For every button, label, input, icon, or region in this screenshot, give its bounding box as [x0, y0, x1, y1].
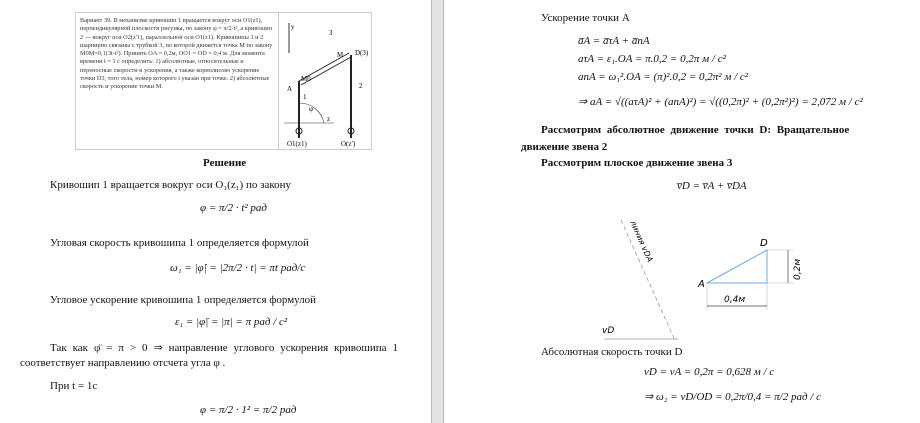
fig-label-d: D(3) [355, 49, 369, 57]
formula: ⇒ aA = √((aτA)² + (anA)²) = √((0,2π)² + (0,2π²)²) = 2,072 м / с² [578, 96, 863, 108]
paragraph: соответствует направлению отсчета угла φ . [20, 357, 226, 369]
fig-label-z: z [327, 115, 331, 123]
formula: ω₁ = |φ̇| = |2π/2 · t| = πt рад/с [170, 262, 306, 274]
formula: aτA = ε₁.OA = π.0,2 = 0,2π м / с² [578, 53, 726, 65]
fig-label-y: y [291, 23, 295, 31]
formula: ε₁ = |φ̈| = |π| = π рад / с² [175, 316, 288, 328]
fig-label-a: A [287, 85, 293, 93]
formula: φ = π/2 · 1² = π/2 рад [200, 404, 297, 416]
problem-statement-box [75, 12, 372, 150]
paragraph: Угловое ускорение кривошипа 1 определяется формулой [50, 294, 317, 306]
problem-text: Вариант 39. В механизме кривошип 1 вращается вокруг оси O1(z1), перпендикулярной плоскости рисунка, по закону φ = π/2·t², а кривошип 2 — вокруг оси O2(z′1), параллельной оси O1(z1). Кривошипы 1 и 2 шарнирно связаны с трубкой 3, по которой движется точка M по закону M0M=0,1(3t-t²). Принять OA = 0,2м, OO1 = OD = 0,4 м. Для момента времени t = 1 с определить: 1) абсолютные, относительные и переносные скорости и ускорения, а также кориолисово ускорение точки D3, того тела, номер которого i указан при точке. 2) абсолютные скорость и ускорение точки M. [80, 17, 273, 91]
paragraph: Угловая скорость кривошипа 1 определяется формулой [50, 237, 309, 249]
formula: vD = vA = 0,2π = 0,628 м / с [644, 366, 775, 378]
label-vd: vD [602, 326, 615, 336]
label-d: D [760, 238, 768, 249]
fig-label-2: 2 [359, 82, 363, 90]
fig-label-phi: φ [309, 105, 314, 113]
heading: движение звена 2 [521, 141, 608, 153]
fig-label-1: 1 [303, 93, 307, 101]
heading: Рассмотрим абсолютное движение точки D: Вращательное [541, 124, 850, 136]
paragraph: Так как φ̈ = π > 0 ⇒ направление углового ускорения кривошипа 1 [50, 342, 398, 354]
fig-label-3: 3 [329, 29, 333, 37]
label-line-vda: линия vDA [628, 219, 655, 264]
fig-label-o2: O(z′) [341, 140, 356, 148]
label-width: 0,4м [724, 295, 746, 305]
mechanism-figure [278, 13, 372, 149]
label-a: A [698, 279, 705, 290]
heading: Ускорение точки А [541, 12, 630, 24]
formula: φ = π/2 · t² рад [200, 202, 267, 214]
paragraph: При t = 1с [50, 380, 98, 392]
formula: v̅D = v̅A + v̅DA [677, 180, 747, 192]
right-page [443, 0, 920, 423]
solution-heading: Решение [203, 157, 247, 169]
heading: Абсолютная скорость точки D [541, 346, 683, 358]
paragraph: Кривошип 1 вращается вокруг оси O₁(z₁) по закону [50, 179, 292, 191]
formula: ⇒ ω₂ = vD/OD = 0,2π/0,4 = π/2 рад / с [644, 391, 821, 403]
fig-label-m: M [337, 51, 344, 59]
fig-label-o1: O1(z1) [287, 140, 307, 148]
formula: a̅A = a̅τA + a̅nA [578, 35, 650, 47]
formula: anA = ω₁².OA = (π)².0,2 = 0,2π² м / с² [578, 71, 749, 83]
label-height: 0,2м [793, 258, 803, 280]
fig-label-m0: M0 [301, 75, 311, 83]
heading: Рассмотрим плоское движение звена 3 [541, 157, 733, 169]
velocity-diagram [594, 210, 834, 340]
left-page [0, 0, 432, 423]
